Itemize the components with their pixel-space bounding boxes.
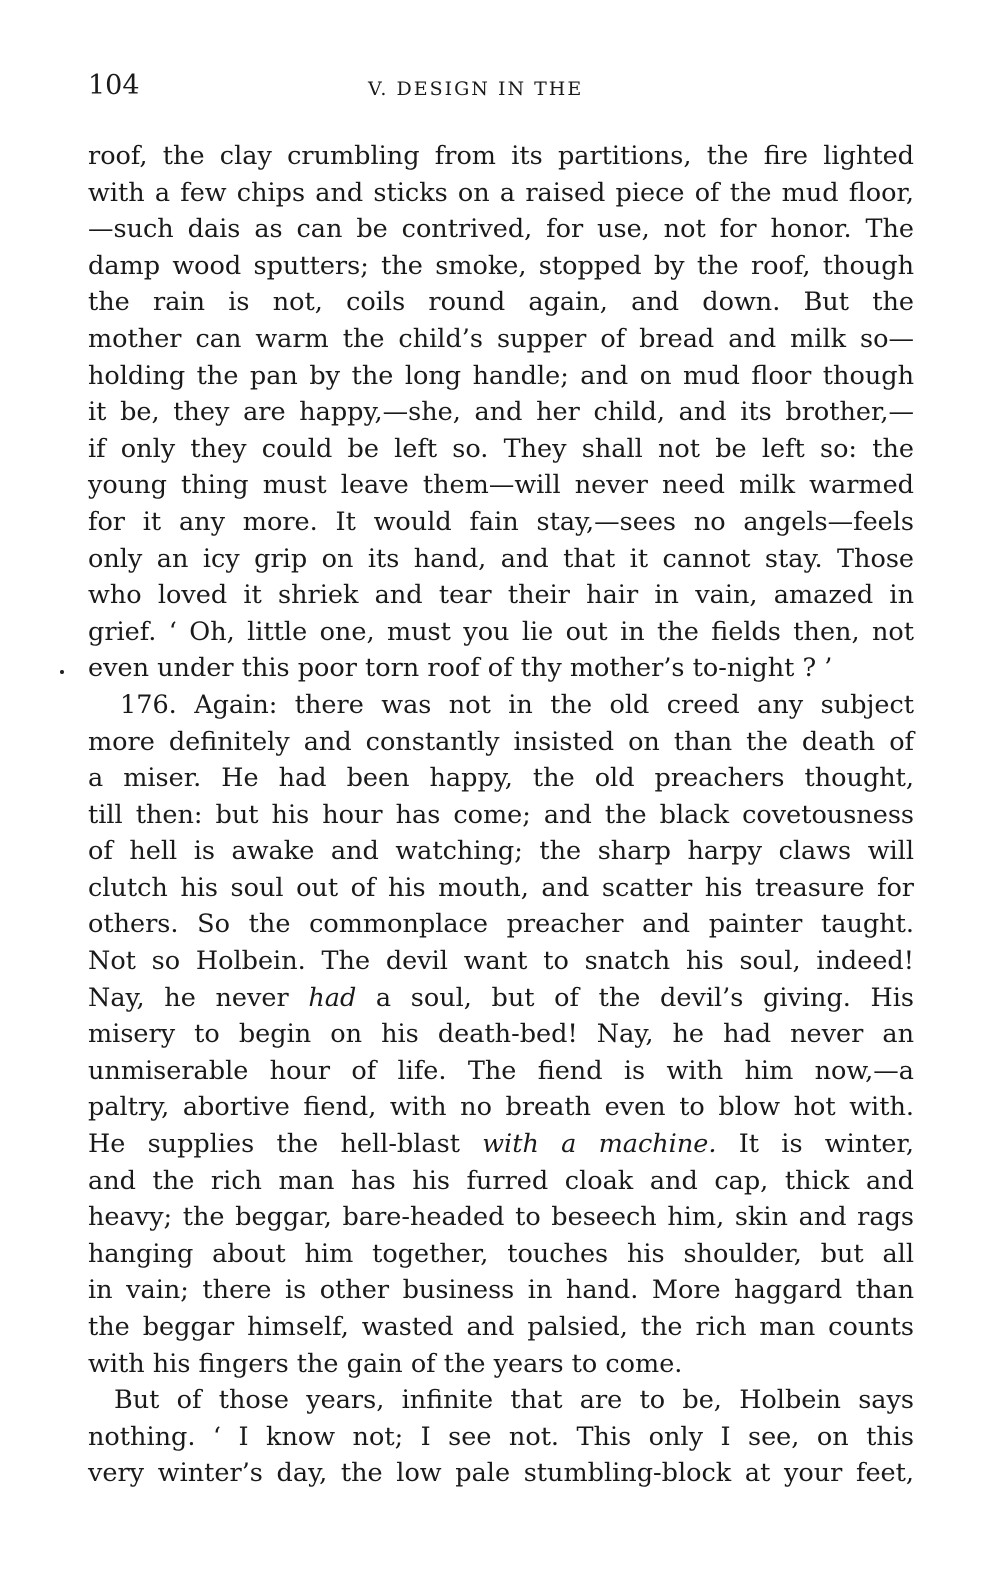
text-segment: a soul, but of the devil’s giving. His xyxy=(375,982,915,1013)
text-line: young thing must leave them—will never need milk warmed xyxy=(88,470,914,501)
text-line: clutch his soul out of his mouth, and scatter his treasure for xyxy=(88,872,914,903)
text-line: grief. ‘ Oh, little one, must you lie out in the fields then, not xyxy=(88,616,914,647)
print-fleck xyxy=(60,670,64,674)
paragraph-2 xyxy=(88,687,914,1382)
text-line-with-italic xyxy=(88,980,914,1017)
text-line: paltry, abortive fiend, with no breath even to blow hot with. xyxy=(88,1092,914,1123)
text-line: mother can warm the child’s supper of bread and milk so— xyxy=(88,323,914,354)
text-line: damp wood sputters; the smoke, stopped by the roof, though xyxy=(88,250,914,281)
italic-phrase: with a machine. xyxy=(482,1129,717,1160)
text-line: roof, the clay crumbling from its partitions, the fire lighted xyxy=(88,141,914,171)
text-line: misery to begin on his death-bed! Nay, he had never an xyxy=(88,1019,914,1050)
text-line: if only they could be left so. They shall not be left so: the xyxy=(88,433,914,464)
body-text xyxy=(88,138,914,1492)
text-line: 176. Again: there was not in the old creed any subject xyxy=(120,689,914,720)
paragraph-1 xyxy=(88,138,914,687)
text-line: holding the pan by the long handle; and on mud floor though xyxy=(88,360,914,391)
text-line: in vain; there is other business in hand. More haggard than xyxy=(88,1275,914,1306)
text-line-with-italic xyxy=(88,1126,914,1163)
text-segment: He supplies the hell-blast xyxy=(88,1129,460,1160)
text-line: even under this poor torn roof of thy mother’s to-night ? ’ xyxy=(88,653,833,684)
text-line: —such dais as can be contrived, for use, not for honor. The xyxy=(88,214,914,245)
text-line: a miser. He had been happy, the old preachers thought, xyxy=(88,763,914,794)
text-line: very winter’s day, the low pale stumbling-block at your feet, xyxy=(88,1458,914,1489)
text-line: of hell is awake and watching; the sharp harpy claws will xyxy=(88,836,914,867)
text-line: for it any more. It would fain stay,—sees no angels—feels xyxy=(88,506,914,537)
text-line: the rain is not, coils round again, and down. But the xyxy=(88,287,914,318)
text-line: it be, they are happy,—she, and her child, and its brother,— xyxy=(88,397,914,428)
text-line: heavy; the beggar, bare-headed to beseech him, skin and rags xyxy=(88,1202,914,1233)
text-line: only an icy grip on its hand, and that it cannot stay. Those xyxy=(88,543,914,574)
text-segment: Nay, he never xyxy=(88,982,289,1013)
text-line: unmiserable hour of life. The fiend is with him now,—a xyxy=(88,1055,914,1086)
text-line: the beggar himself, wasted and palsied, the rich man counts xyxy=(88,1312,914,1342)
text-line: more definitely and constantly insisted on than the death of xyxy=(88,726,914,757)
page-number: 104 xyxy=(88,70,140,101)
text-line: with his fingers the gain of the years to come. xyxy=(88,1348,683,1379)
text-line: Not so Holbein. The devil want to snatch his soul, indeed! xyxy=(88,946,914,977)
text-line: till then: but his hour has come; and the black covetousness xyxy=(88,799,914,830)
text-line: others. So the commonplace preacher and painter taught. xyxy=(88,909,914,940)
text-line: But of those years, infinite that are to be, Holbein says xyxy=(114,1385,914,1416)
text-line: who loved it shriek and tear their hair in vain, amazed in xyxy=(88,580,914,611)
text-line: and the rich man has his furred cloak and cap, thick and xyxy=(88,1165,914,1196)
italic-word: had xyxy=(308,982,357,1013)
text-line: hanging about him together, touches his shoulder, but all xyxy=(88,1238,914,1269)
running-head xyxy=(88,68,910,108)
running-title: V. DESIGN IN THE xyxy=(368,78,584,100)
text-line: with a few chips and sticks on a raised piece of the mud floor, xyxy=(88,177,914,208)
text-line: nothing. ‘ I know not; I see not. This only I see, on this xyxy=(88,1421,914,1452)
paragraph-3 xyxy=(88,1382,914,1492)
text-segment: It is winter, xyxy=(738,1129,915,1160)
